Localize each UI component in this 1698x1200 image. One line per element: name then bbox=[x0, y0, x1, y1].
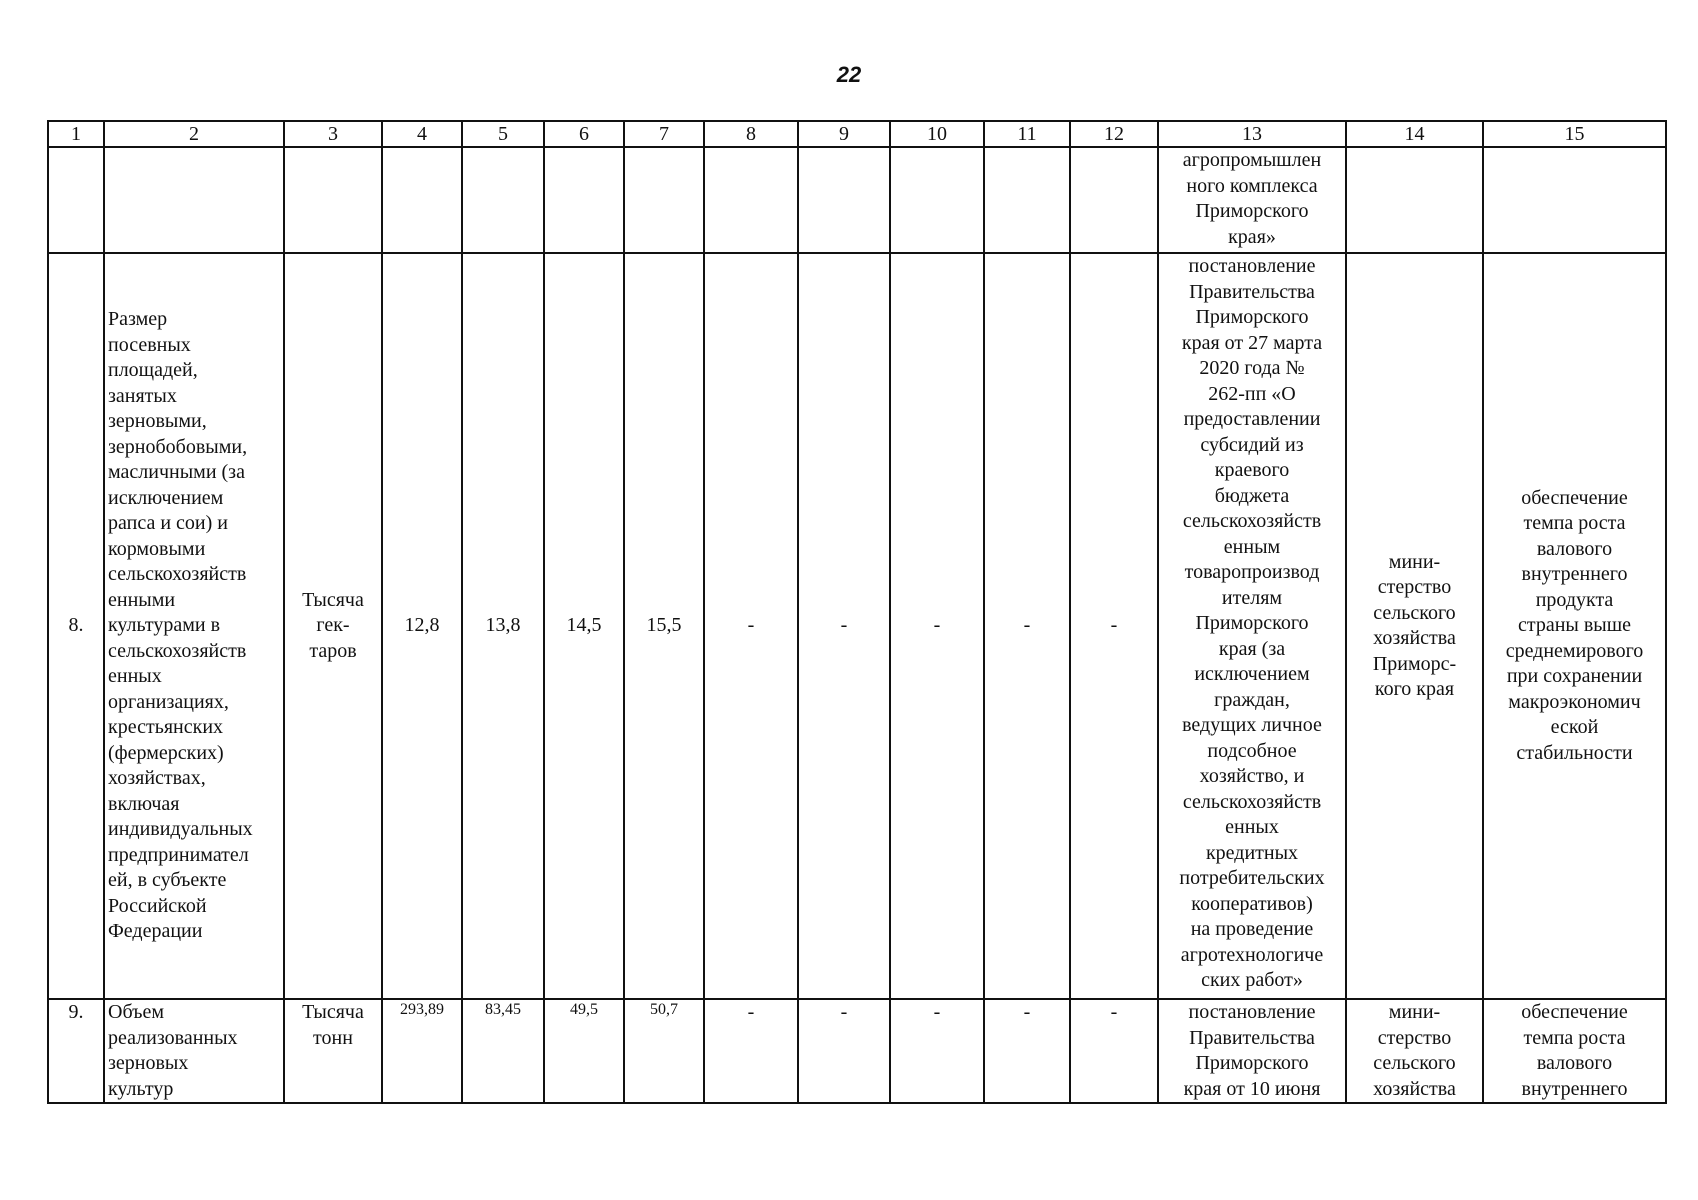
page-number: 22 bbox=[836, 62, 862, 87]
table-row bbox=[48, 253, 1666, 999]
value-cell: - bbox=[1070, 253, 1158, 999]
value-cell: 49,5 bbox=[544, 999, 624, 1103]
row-number: 9. bbox=[48, 999, 104, 1103]
table-row bbox=[48, 999, 1666, 1103]
value-cell: 50,7 bbox=[624, 999, 704, 1103]
indicator-name: Размер посевных площадей, занятых зерновыми, зернобобовыми, масличными (за исключением рапса и сои) и кормовыми сельскохозяйств енными культурами в сельскохозяйств енных организациях, крестьянских (фермерских) хозяйствах, включая индивидуальных предпринимател ей, в субъекте Российской Федерации bbox=[104, 253, 284, 999]
empty-cell bbox=[890, 147, 984, 253]
header-cell: 12 bbox=[1070, 121, 1158, 147]
indicators-table bbox=[47, 120, 1667, 1104]
responsible-cell: мини- стерство сельского хозяйства Приморс- кого края bbox=[1346, 253, 1483, 999]
goal-cell: обеспечение темпа роста валового внутреннего bbox=[1483, 999, 1666, 1103]
value-cell: 13,8 bbox=[462, 253, 544, 999]
continuation-row bbox=[48, 147, 1666, 253]
empty-cell bbox=[798, 147, 890, 253]
empty-cell bbox=[1346, 147, 1483, 253]
value-cell: - bbox=[984, 253, 1070, 999]
header-cell: 8 bbox=[704, 121, 798, 147]
value-cell: - bbox=[704, 999, 798, 1103]
empty-cell bbox=[462, 147, 544, 253]
header-cell: 2 bbox=[104, 121, 284, 147]
value-cell: 83,45 bbox=[462, 999, 544, 1103]
header-cell: 4 bbox=[382, 121, 462, 147]
empty-cell bbox=[284, 147, 382, 253]
empty-cell bbox=[1483, 147, 1666, 253]
header-cell: 11 bbox=[984, 121, 1070, 147]
value-cell: - bbox=[984, 999, 1070, 1103]
header-cell: 9 bbox=[798, 121, 890, 147]
value-cell: - bbox=[798, 999, 890, 1103]
header-row bbox=[48, 121, 1666, 147]
empty-cell bbox=[544, 147, 624, 253]
header-cell: 5 bbox=[462, 121, 544, 147]
value-cell: - bbox=[890, 253, 984, 999]
basis-continuation-cell: агропромышлен ного комплекса Приморского края» bbox=[1158, 147, 1346, 253]
header-cell: 3 bbox=[284, 121, 382, 147]
basis-cell: постановление Правительства Приморского края от 27 марта 2020 года № 262-пп «О предоставлении субсидий из краевого бюджета сельскохозяйств енным товаропроизвод ителям Приморского края (за исключением граждан, ведущих личное подсобное хозяйство, и сельскохозяйств енных кредитных потребительских кооперативов) на проведение агротехнологиче ских работ» bbox=[1158, 253, 1346, 999]
responsible-cell: мини- стерство сельского хозяйства bbox=[1346, 999, 1483, 1103]
row-number: 8. bbox=[48, 253, 104, 999]
goal-cell: обеспечение темпа роста валового внутреннего продукта страны выше среднемирового при сохранении макроэкономич еской стабильности bbox=[1483, 253, 1666, 999]
empty-cell bbox=[704, 147, 798, 253]
header-cell: 15 bbox=[1483, 121, 1666, 147]
unit-cell: Тысяча тонн bbox=[284, 999, 382, 1103]
empty-cell bbox=[382, 147, 462, 253]
header-cell: 14 bbox=[1346, 121, 1483, 147]
value-cell: - bbox=[890, 999, 984, 1103]
header-cell: 6 bbox=[544, 121, 624, 147]
header-cell: 7 bbox=[624, 121, 704, 147]
value-cell: 14,5 bbox=[544, 253, 624, 999]
header-cell: 10 bbox=[890, 121, 984, 147]
indicator-name: Объем реализованных зерновых культур bbox=[104, 999, 284, 1103]
empty-cell bbox=[984, 147, 1070, 253]
empty-cell bbox=[48, 147, 104, 253]
value-cell: 15,5 bbox=[624, 253, 704, 999]
value-cell: - bbox=[704, 253, 798, 999]
unit-cell: Тысяча гек- таров bbox=[284, 253, 382, 999]
basis-cell: постановление Правительства Приморского края от 10 июня bbox=[1158, 999, 1346, 1103]
header-cell: 13 bbox=[1158, 121, 1346, 147]
value-cell: - bbox=[798, 253, 890, 999]
empty-cell bbox=[1070, 147, 1158, 253]
value-cell: - bbox=[1070, 999, 1158, 1103]
empty-cell bbox=[624, 147, 704, 253]
value-cell: 293,89 bbox=[382, 999, 462, 1103]
header-cell: 1 bbox=[48, 121, 104, 147]
value-cell: 12,8 bbox=[382, 253, 462, 999]
empty-cell bbox=[104, 147, 284, 253]
